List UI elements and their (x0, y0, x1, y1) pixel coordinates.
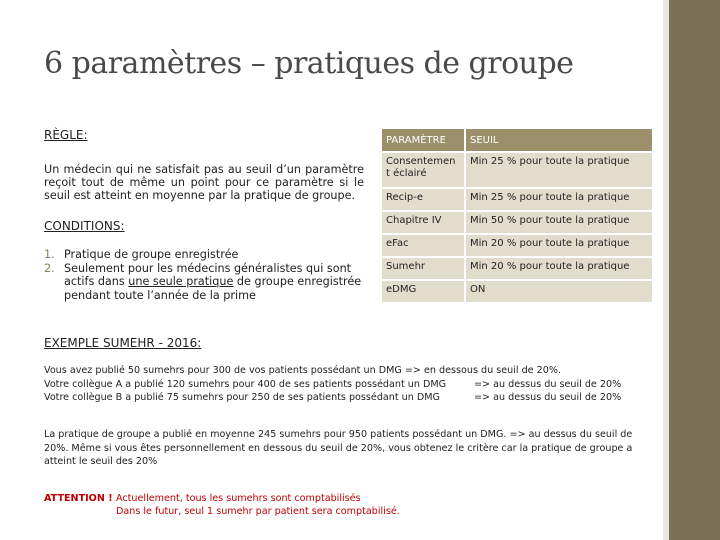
conditions-heading: CONDITIONS: (44, 219, 125, 233)
cell-parametre: eDMG (381, 280, 465, 303)
table-row (381, 152, 653, 188)
table-row (381, 257, 653, 280)
cell-seuil: Min 50 % pour toute la pratique (465, 211, 653, 234)
table-row (381, 234, 653, 257)
cell-seuil: Min 20 % pour toute la pratique (465, 257, 653, 280)
example-heading: EXEMPLE SUMEHR - 2016: (44, 336, 202, 350)
cell-parametre: eFac (381, 234, 465, 257)
conditions-list (44, 248, 369, 302)
cell-seuil: Min 20 % pour toute la pratique (465, 234, 653, 257)
attention-line: Dans le futur, seul 1 sumehr par patient sera comptabilisé. (116, 506, 400, 517)
slide-title: 6 paramètres – pratiques de groupe (44, 46, 574, 81)
condition-item (44, 262, 369, 303)
example-line-result: => au dessus du seuil de 20% (474, 392, 622, 403)
header-seuil: SEUIL (465, 128, 653, 152)
attention-label: ATTENTION ! (44, 493, 113, 504)
example-line-text: Vous avez publié 50 sumehrs pour 300 de vos patients possédant un DMG => en dessous du seuil de 20%. (44, 365, 561, 376)
header-parametre: PARAMÈTRE (381, 128, 465, 152)
example-line-text: Votre collègue A a publié 120 sumehrs pour 400 de ses patients possédant un DMG (44, 378, 447, 390)
example-line (44, 391, 654, 405)
regle-heading: RÈGLE: (44, 128, 88, 142)
table-row (381, 280, 653, 303)
parameters-table (380, 127, 654, 304)
regle-text: Un médecin qui ne satisfait pas au seuil d’un paramètre reçoit tout de même un point pour ce paramètre si le seuil est atteint en moyenne par la pratique de groupe. (44, 163, 364, 202)
cell-seuil: ON (465, 280, 653, 303)
cell-seuil: Min 25 % pour toute la pratique (465, 188, 653, 211)
side-bar (669, 0, 720, 540)
example-paragraph: La pratique de groupe a publié en moyenne 245 sumehrs pour 950 patients possédant un DMG. => au dessus du seuil de 20%. Même si vous êtes personnellement en dessous du seuil de 20%, vous obtenez le critère car la pratique de groupe a atteint le seuil des 20% (44, 429, 633, 467)
cell-parametre: Chapitre IV (381, 211, 465, 234)
table-header-row (381, 128, 653, 152)
attention-line: Actuellement, tous les sumehrs sont comptabilisés (116, 493, 361, 504)
cell-parametre: Consentemen t éclairé (381, 152, 465, 188)
condition-text: Pratique de groupe enregistrée (64, 248, 239, 261)
example-line (44, 364, 654, 378)
cell-parametre: Recip-e (381, 188, 465, 211)
example-line-text: Votre collègue B a publié 75 sumehrs pour 250 de ses patients possédant un DMG (44, 392, 440, 403)
example-line (44, 378, 654, 392)
condition-item (44, 248, 369, 262)
attention-note (44, 492, 400, 518)
condition-text: Seulement pour les médecins généralistes qui sont actifs dans (64, 261, 352, 288)
condition-number: 1. (44, 248, 55, 261)
example-lines (44, 364, 654, 405)
example-line-result: => au dessus du seuil de 20% (474, 378, 622, 390)
table-row (381, 188, 653, 211)
cell-parametre: Sumehr (381, 257, 465, 280)
table-row (381, 211, 653, 234)
cell-seuil: Min 25 % pour toute la pratique (465, 152, 653, 188)
condition-number: 2. (44, 261, 55, 275)
condition-text-end: de groupe enregistrée pendant toute l’année de la prime (64, 275, 362, 302)
condition-underlined: une seule pratique (128, 275, 234, 288)
